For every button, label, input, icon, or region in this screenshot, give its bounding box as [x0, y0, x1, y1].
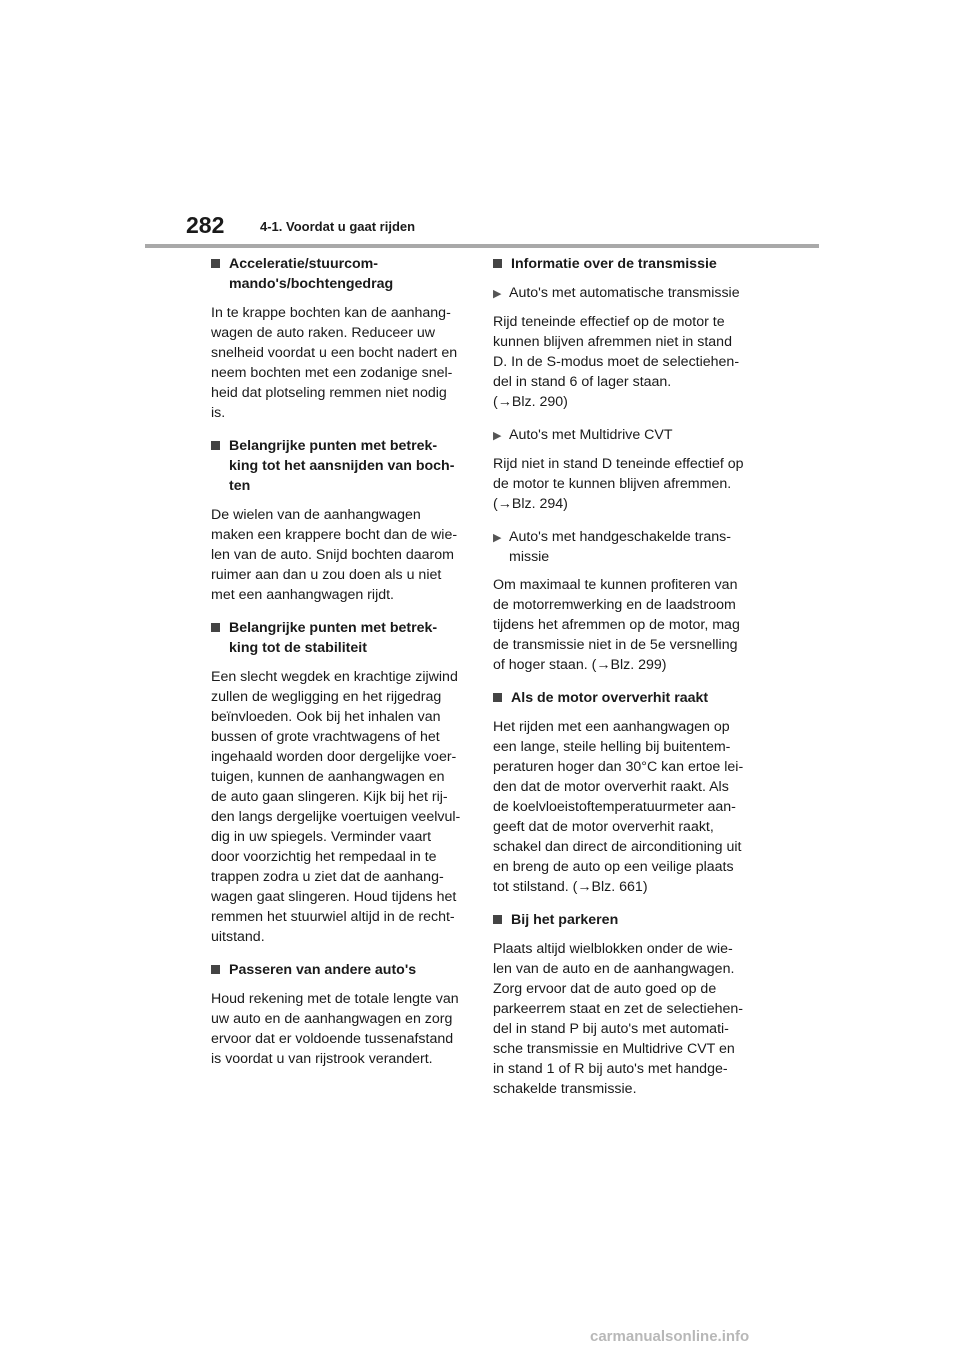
section-heading: [493, 688, 749, 708]
text-body: [493, 454, 749, 514]
page-number: 282: [186, 212, 225, 238]
square-bullet-icon: [493, 910, 511, 930]
text-line: is voordat u van rijstrook verandert.: [211, 1051, 433, 1067]
text-line: Rijd teneinde effectief op de motor te: [493, 314, 725, 330]
text-line: trappen zodra u ziet dat de aanhang-: [211, 869, 444, 885]
text-body: [229, 618, 437, 658]
text-line: Auto's met automatische transmissie: [509, 285, 740, 301]
text-line: schakel dan direct de airconditioning uit: [493, 839, 742, 855]
paragraph: [493, 575, 749, 675]
text-body: [229, 436, 454, 496]
text-line: door voorzichtig het rempedaal in te: [211, 849, 437, 865]
section-heading: [211, 254, 471, 294]
text-line: parkeerrem staat en zet de selectiehen-: [493, 1001, 743, 1017]
text-line: Plaats altijd wielblokken onder de wie-: [493, 941, 733, 957]
text-body: [211, 989, 471, 1069]
text-body: [511, 688, 708, 708]
text-line: De wielen van de aanhangwagen: [211, 507, 421, 523]
text-line: sche transmissie en Multidrive CVT en: [493, 1041, 735, 1057]
text-body: [493, 575, 749, 675]
text-line: of hoger staan. (→Blz. 299): [493, 657, 667, 673]
text-line: Zorg ervoor dat de auto goed op de: [493, 981, 717, 997]
subheading: [493, 283, 749, 304]
text-line: del in stand P bij auto's met automati-: [493, 1021, 729, 1037]
text-line: peraturen hoger dan 30°C kan ertoe lei-: [493, 759, 744, 775]
text-line: de motor te kunnen blijven afremmen.: [493, 476, 732, 492]
square-bullet-icon: [211, 960, 229, 980]
paragraph: [211, 505, 471, 605]
text-body: [511, 254, 717, 274]
text-body: [229, 960, 416, 980]
text-line: de koelvloeistoftemperatuurmeter aan-: [493, 799, 736, 815]
text-body: [211, 303, 471, 423]
square-bullet-icon: [493, 688, 511, 708]
text-line: Belangrijke punten met betrek-: [229, 620, 438, 636]
text-line: en breng de auto op een veilige plaats: [493, 859, 734, 875]
text-line: Auto's met Multidrive CVT: [509, 427, 673, 443]
text-line: king tot de stabiliteit: [229, 640, 367, 656]
text-line: ervoor dat er voldoende tussenafstand: [211, 1031, 454, 1047]
text-line: Belangrijke punten met betrek-: [229, 438, 438, 454]
text-line: is.: [211, 405, 226, 421]
section-heading: [211, 960, 471, 980]
text-line: uw auto en de aanhangwagen en zorg: [211, 1011, 453, 1027]
subheading: [493, 425, 749, 446]
text-line: den dat de motor oververhit raakt. Als: [493, 779, 729, 795]
section-heading: [211, 436, 471, 496]
square-bullet-icon: [211, 618, 229, 658]
text-line: de auto gaan slingeren. Kijk bij het rij-: [211, 789, 448, 805]
text-line: mando's/bochtengedrag: [229, 276, 394, 292]
text-line: snelheid voordat u een bocht nadert en: [211, 345, 458, 361]
text-line: missie: [509, 549, 550, 565]
text-line: Informatie over de transmissie: [511, 256, 717, 272]
text-line: een lange, steile helling bij buitentem-: [493, 739, 731, 755]
text-body: [493, 312, 749, 412]
right-column: [493, 254, 749, 1112]
text-line: Als de motor oververhit raakt: [511, 690, 709, 706]
section-heading: [493, 910, 749, 930]
text-line: Om maximaal te kunnen profiteren van: [493, 577, 738, 593]
text-line: remmen het stuurwiel altijd in de recht-: [211, 909, 455, 925]
text-line: king tot het aansnijden van boch-: [229, 458, 455, 474]
text-line: D. In de S-modus moet de selectiehen-: [493, 354, 740, 370]
text-body: [509, 283, 740, 304]
triangle-bullet-icon: ▶: [493, 288, 502, 300]
text-line: geeft dat de motor oververhit raakt,: [493, 819, 714, 835]
text-body: [493, 717, 749, 897]
text-line: de transmissie niet in de 5e versnelling: [493, 637, 738, 653]
section-heading: [211, 618, 471, 658]
text-line: bussen of grote vrachtwagens of het: [211, 729, 440, 745]
text-line: Een slecht wegdek en krachtige zijwind: [211, 669, 458, 685]
triangle-bullet-icon: ▶: [493, 532, 502, 544]
text-line: ruimer aan dan u zou doen als u niet: [211, 567, 442, 583]
text-line: len van de auto en de aanhangwagen.: [493, 961, 735, 977]
text-line: Auto's met handgeschakelde trans-: [509, 529, 731, 545]
text-line: tot stilstand. (→Blz. 661): [493, 879, 648, 895]
text-line: del in stand 6 of lager staan.: [493, 374, 672, 390]
text-line: maken een krappere bocht dan de wie-: [211, 527, 458, 543]
square-bullet-icon: [493, 254, 511, 274]
text-body: [509, 425, 673, 446]
text-line: ingehaald worden door dergelijke voer-: [211, 749, 457, 765]
text-line: tijdens het afremmen op de motor, mag: [493, 617, 740, 633]
text-body: [211, 505, 471, 605]
text-line: de motorremwerking en de laadstroom: [493, 597, 736, 613]
text-body: [211, 667, 471, 947]
text-line: zullen de wegligging en het rijgedrag: [211, 689, 442, 705]
text-line: beïnvloeden. Ook bij het inhalen van: [211, 709, 441, 725]
text-line: wagen de auto raken. Reduceer uw: [211, 325, 435, 341]
paragraph: [493, 717, 749, 897]
text-line: dig in uw spiegels. Verminder vaart: [211, 829, 432, 845]
text-line: (→Blz. 290): [493, 394, 568, 410]
paragraph: [493, 939, 749, 1099]
text-body: [509, 527, 731, 567]
paragraph: [211, 303, 471, 423]
text-line: wagen gaat slingeren. Houd tijdens het: [211, 889, 457, 905]
text-line: Acceleratie/stuurcom-: [229, 256, 379, 272]
text-line: In te krappe bochten kan de aanhang-: [211, 305, 451, 321]
text-line: Bij het parkeren: [511, 912, 619, 928]
text-line: den langs dergelijke voertuigen veelvul-: [211, 809, 461, 825]
text-line: uitstand.: [211, 929, 265, 945]
text-line: tuigen, kunnen de aanhangwagen en: [211, 769, 445, 785]
paragraph: [493, 454, 749, 514]
footer-watermark: carmanualsonline.info: [590, 1328, 750, 1345]
text-line: met een aanhangwagen rijdt.: [211, 587, 394, 603]
section-title: 4-1. Voordat u gaat rijden: [260, 219, 416, 234]
triangle-bullet-icon: ▶: [493, 430, 502, 442]
section-heading: [493, 254, 749, 274]
text-line: schakelde transmissie.: [493, 1081, 637, 1097]
paragraph: [211, 989, 471, 1069]
text-line: Passeren van andere auto's: [229, 962, 417, 978]
paragraph: [493, 312, 749, 412]
text-body: [511, 910, 618, 930]
text-line: kunnen blijven afremmen niet in stand: [493, 334, 732, 350]
square-bullet-icon: [211, 254, 229, 294]
left-column: [211, 254, 471, 1082]
text-body: [229, 254, 393, 294]
paragraph: [211, 667, 471, 947]
text-line: len van de auto. Snijd bochten daarom: [211, 547, 454, 563]
subheading: [493, 527, 749, 567]
text-line: heid dat plotseling remmen niet nodig: [211, 385, 447, 401]
text-line: neem bochten met een zodanige snel-: [211, 365, 453, 381]
text-line: (→Blz. 294): [493, 496, 568, 512]
header-divider: [145, 244, 819, 248]
text-line: Het rijden met een aanhangwagen op: [493, 719, 730, 735]
square-bullet-icon: [211, 436, 229, 496]
text-line: ten: [229, 478, 251, 494]
text-line: in stand 1 of R bij auto's met handge-: [493, 1061, 728, 1077]
text-line: Rijd niet in stand D teneinde effectief op: [493, 456, 744, 472]
text-line: Houd rekening met de totale lengte van: [211, 991, 459, 1007]
text-body: [493, 939, 749, 1099]
